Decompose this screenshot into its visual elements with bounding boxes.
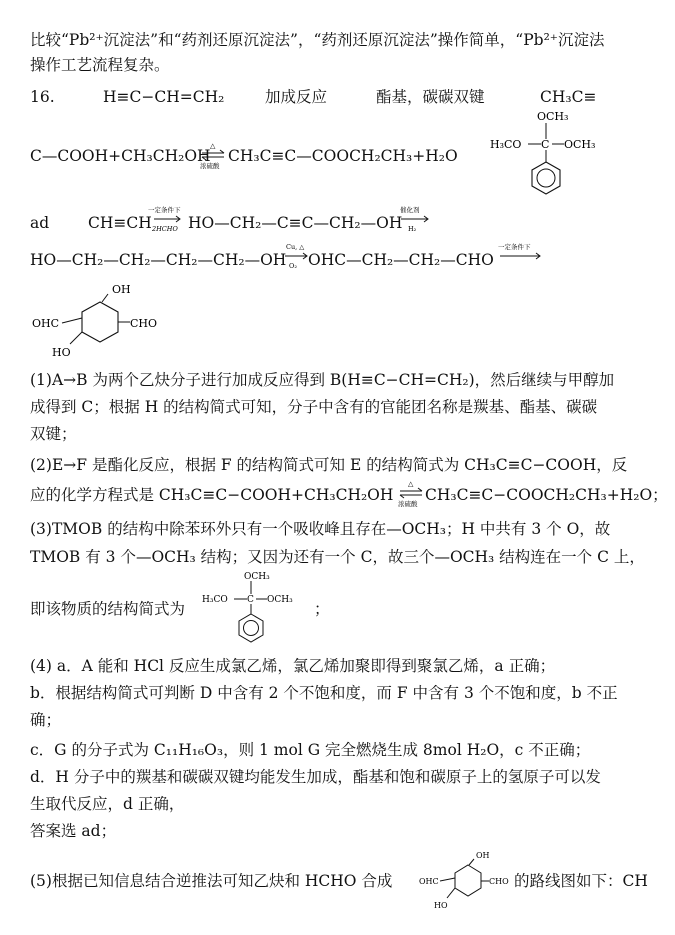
text-line: 比较“Pb²⁺沉淀法”和“药剂还原沉淀法”，“药剂还原沉淀法”操作简单，“Pb²⁺沉淀法: [30, 31, 605, 49]
answer-label: ad: [30, 214, 50, 232]
functional-groups: 酯基，碳碳双键: [376, 88, 485, 106]
text-line: 确；: [30, 711, 62, 729]
equilibrium-arrow: [398, 478, 424, 510]
text-line: 应的化学方程式是 CH₃C≡C−COOH+CH₃CH₂OH: [30, 486, 394, 504]
text-line: 的路线图如下：CH: [514, 872, 648, 890]
text-line: (2)E→F 是酯化反应，根据 F 的结构简式可知 E 的结构简式为 CH₃C≡C−COOH，反: [30, 456, 628, 474]
text-line: d．H 分子中的羰基和碳碳双键均能发生加成，酯基和饱和碳原子上的氢原子可以发: [30, 768, 601, 786]
synthesis-arrow: [398, 203, 432, 235]
text-line: c．G 的分子式为 C₁₁H₁₆O₃，则 1 mol G 完全燃烧生成 8mol H₂O，c 不正确；: [30, 741, 591, 759]
syn-butynediol: HO—CH₂—C≡C—CH₂—OH: [188, 214, 403, 232]
svg-text:C: C: [541, 138, 550, 151]
text-line: 即该物质的结构简式为: [30, 600, 186, 618]
text-line: 操作工艺流程复杂。: [30, 56, 170, 74]
text-line: TMOB 有 3 个—OCH₃ 结构；又因为还有一个 C，故三个—OCH₃ 结构连在一个 C 上，: [30, 548, 645, 566]
text-line: ；: [314, 600, 330, 618]
text-line: (5)根据已知信息结合逆推法可知乙炔和 HCHO 合成: [30, 872, 393, 890]
syn-butanediol: HO—CH₂—CH₂—CH₂—CH₂—OH: [30, 251, 287, 269]
text-line: (4) a．A 能和 HCl 反应生成氯乙烯，氯乙烯加聚即得到聚氯乙烯，a 正确；: [30, 657, 556, 675]
svg-text:催化剂: 催化剂: [400, 206, 420, 214]
svg-text:OHC: OHC: [419, 877, 439, 886]
svg-text:一定条件下: 一定条件下: [498, 243, 531, 251]
text-line: 生取代反应，d 正确，: [30, 795, 185, 813]
svg-text:OCH₃: OCH₃: [244, 572, 270, 582]
svg-text:浓硫酸: 浓硫酸: [398, 500, 418, 508]
condition-label: 浓硫酸: [200, 162, 220, 170]
svg-text:HO: HO: [52, 346, 71, 359]
svg-text:C: C: [247, 595, 254, 605]
svg-text:CHO: CHO: [489, 877, 509, 886]
text-line: CH₃C≡C−COOCH₂CH₃+H₂O；: [425, 486, 668, 504]
text-line: (1)A→B 为两个乙炔分子进行加成反应得到 B(H≡C−CH=CH₂)，然后继续与甲醇加: [30, 371, 615, 389]
tmob-top: OCH₃: [537, 110, 569, 123]
tmob-structure: [484, 106, 614, 198]
synthesis-arrow: [283, 240, 309, 272]
product-structure: [30, 280, 170, 360]
equation-start: CH₃C≡: [540, 88, 597, 106]
svg-text:OH: OH: [112, 283, 131, 296]
text-line: b．根据结构简式可判断 D 中含有 2 个不饱和度，而 F 中含有 3 个不饱和度，b 不正: [30, 684, 618, 702]
h-structure: H≡C−CH=CH₂: [103, 88, 225, 106]
svg-text:CHO: CHO: [130, 317, 158, 330]
svg-text:OH: OH: [476, 851, 490, 860]
svg-text:H₂: H₂: [408, 225, 417, 233]
text-line: 成得到 C；根据 H 的结构简式可知，分子中含有的官能团名称是羰基、酯基、碳碳: [30, 398, 598, 416]
text-line: 答案选 ad；: [30, 822, 117, 840]
text-line: (3)TMOB 的结构中除苯环外只有一个吸收峰且存在—OCH₃；H 中共有 3 个 O，故: [30, 520, 611, 538]
equilibrium-arrow: [200, 140, 226, 172]
synthesis-arrow: [146, 203, 186, 235]
svg-text:O₂: O₂: [289, 262, 297, 270]
text-line: 双键；: [30, 425, 77, 443]
tmob-right: OCH₃: [564, 138, 596, 151]
reaction-type: 加成反应: [265, 88, 328, 106]
equation-line: C—COOH+CH₃CH₂OH: [30, 147, 211, 165]
syn-butanedial: OHC—CH₂—CH₂—CHO: [308, 251, 494, 269]
question-number: 16.: [30, 88, 55, 106]
product-structure-inline: [418, 848, 514, 912]
svg-text:Cu, △: Cu, △: [286, 243, 305, 251]
tmob-left: H₃CO: [490, 138, 522, 151]
svg-text:一定条件下: 一定条件下: [148, 206, 181, 214]
svg-text:△: △: [210, 142, 216, 150]
svg-text:OHC: OHC: [32, 317, 60, 330]
svg-text:HO: HO: [434, 901, 448, 910]
svg-text:△: △: [408, 480, 414, 488]
synthesis-arrow: [494, 240, 544, 272]
equation-product: CH₃C≡C—COOCH₂CH₃+H₂O: [228, 147, 458, 165]
syn-acetylene: CH≡CH: [88, 214, 152, 232]
svg-text:OCH₃: OCH₃: [267, 595, 293, 605]
svg-text:2HCHO: 2HCHO: [152, 225, 178, 233]
svg-text:H₃CO: H₃CO: [202, 595, 228, 605]
tmob-structure-inline: [198, 568, 310, 650]
